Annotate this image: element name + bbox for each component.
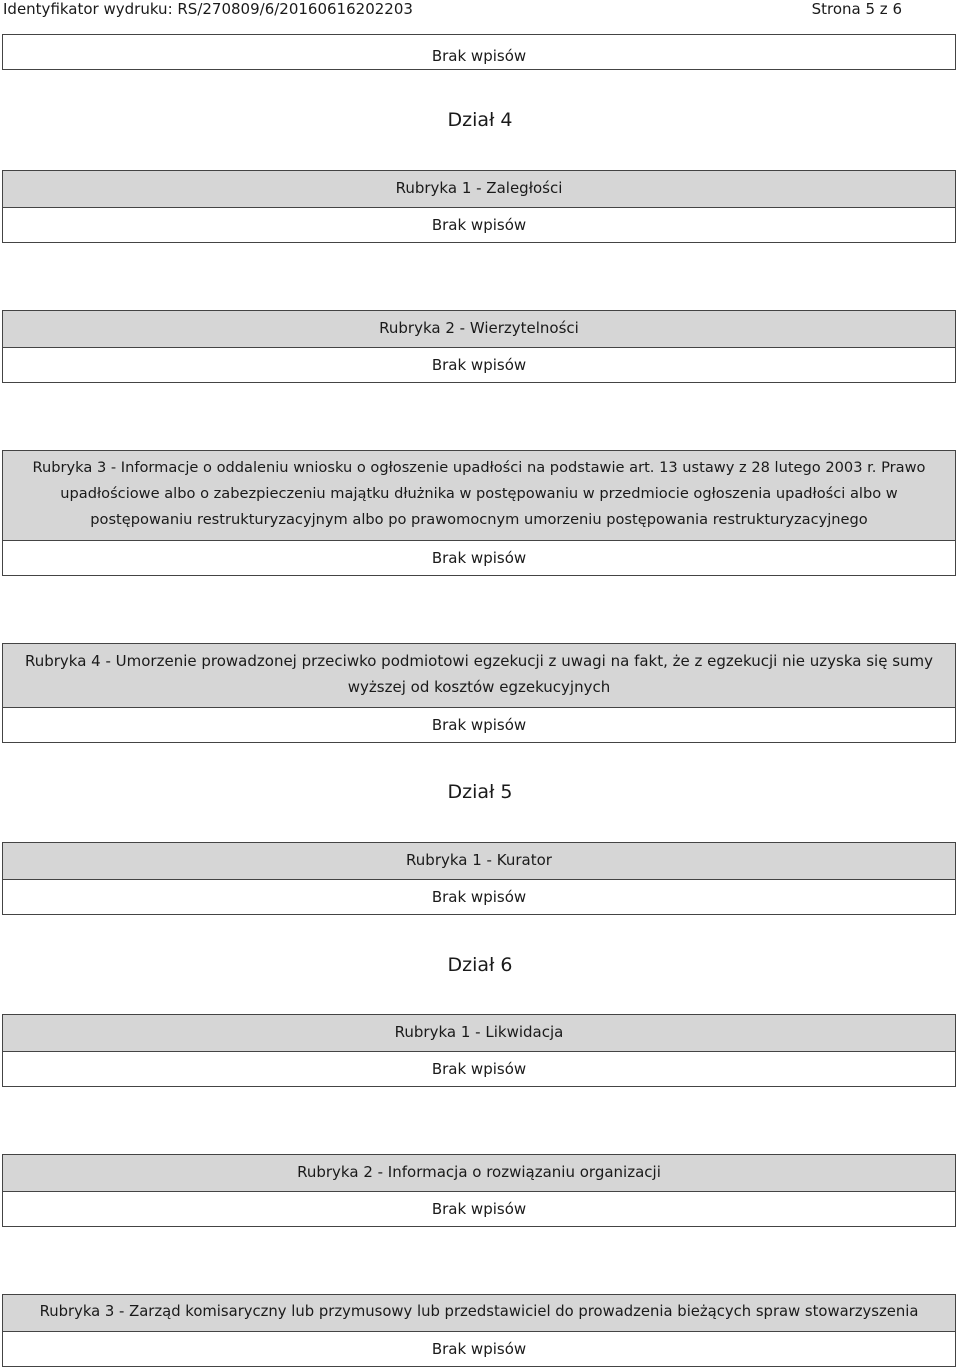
entry-value: Brak wpisów xyxy=(431,47,527,65)
rubryka-title: Rubryka 3 - Zarząd komisaryczny lub przymusowy lub przedstawiciel do prowadzenia bieżących spraw stowarzyszenia xyxy=(3,1295,955,1331)
section-title-dzial-5: Dział 5 xyxy=(447,781,513,803)
entry-value: Brak wpisów xyxy=(431,356,527,374)
entry-value: Brak wpisów xyxy=(431,1200,527,1218)
rubryka-title: Rubryka 2 - Informacja o rozwiązaniu organizacji xyxy=(3,1155,955,1191)
entry-value: Brak wpisów xyxy=(431,216,527,234)
rubryka-box xyxy=(2,310,956,383)
entry-value: Brak wpisów xyxy=(431,549,527,567)
rubryka-title: Rubryka 2 - Wierzytelności xyxy=(3,311,955,347)
rubryka-title: Rubryka 4 - Umorzenie prowadzonej przeciwko podmiotowi egzekucji z uwagi na fakt, że z egzekucji nie uzyska się sumy wyższej od kosztów egzekucyjnych xyxy=(3,644,955,707)
rubryka-box xyxy=(2,842,956,915)
rubryka-title: Rubryka 1 - Zaległości xyxy=(3,171,955,207)
page-number: Strona 5 z 6 xyxy=(811,0,902,18)
print-identifier: Identyfikator wydruku: RS/270809/6/20160616202203 xyxy=(3,0,413,18)
rubryka-box xyxy=(2,643,956,743)
section-title-dzial-4: Dział 4 xyxy=(447,109,513,131)
rubryka-title: Rubryka 1 - Kurator xyxy=(3,843,955,879)
rubryka-box xyxy=(2,170,956,243)
rubryka-box xyxy=(2,1294,956,1367)
rubryka-box xyxy=(2,1014,956,1087)
entry-value: Brak wpisów xyxy=(431,1060,527,1078)
entry-value: Brak wpisów xyxy=(431,1340,527,1358)
section-title-dzial-6: Dział 6 xyxy=(447,954,513,976)
rubryka-box xyxy=(2,1154,956,1227)
rubryka-box xyxy=(2,450,956,576)
entry-value: Brak wpisów xyxy=(431,716,527,734)
continued-entry-box xyxy=(2,34,956,70)
entry-value: Brak wpisów xyxy=(431,888,527,906)
rubryka-title: Rubryka 3 - Informacje o oddaleniu wniosku o ogłoszenie upadłości na podstawie art. 13 ustawy z 28 lutego 2003 r. Prawo upadłościowe albo o zabezpieczeniu majątku dłużnika w postępowaniu w przedmiocie ogłoszenia upadłości albo w postępowaniu restrukturyzacyjnym albo po prawomocnym umorzeniu postępowania restrukturyzacyjnego xyxy=(3,451,955,540)
rubryka-title: Rubryka 1 - Likwidacja xyxy=(3,1015,955,1051)
